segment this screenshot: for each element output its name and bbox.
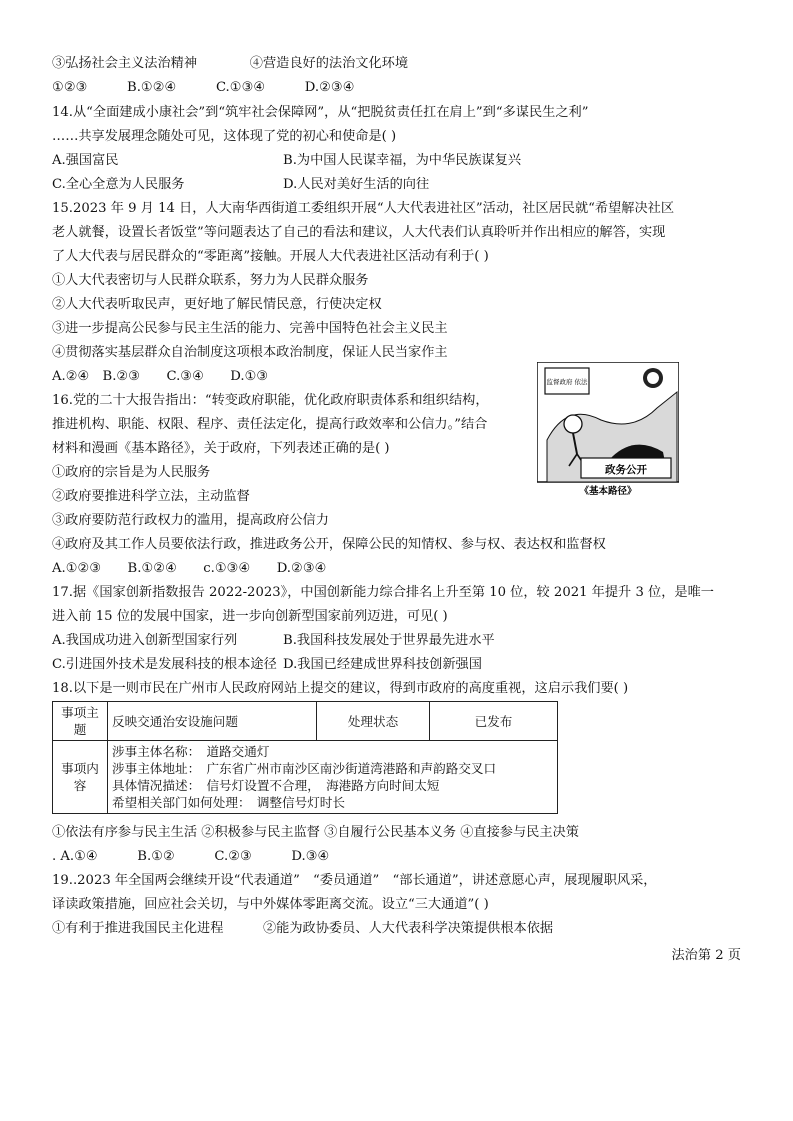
q15-options: A.②④ B.②③ C.③④ D.①③ bbox=[52, 369, 269, 384]
subject-address: 涉事主体地址： 广东省广州市南沙区南沙街道湾港路和声韵路交叉口 bbox=[112, 761, 497, 776]
q13-options: ①②③ B.①②④ C.①③④ D.②③④ bbox=[52, 80, 355, 95]
situation-description: 具体情况描述： 信号灯设置不合理， 海港路方向时间太短 bbox=[112, 778, 440, 793]
topic-label: 事项主题 bbox=[53, 702, 108, 741]
q16-statement-1: ①政府的宗旨是为人民服务 bbox=[52, 465, 211, 480]
q14-option-d: D.人民对美好生活的向往 bbox=[283, 177, 430, 192]
q17-stem-1: 17.据《国家创新指数报告 2022-2023》，中国创新能力综合排名上升至第 10 位，较 2021 年提升 3 位，是唯一 bbox=[52, 585, 714, 600]
content-label: 事项内容 bbox=[53, 741, 108, 814]
q17-option-a: A.我国成功进入创新型国家行列 bbox=[52, 633, 238, 648]
q17-option-d: D.我国已经建成世界科技创新强国 bbox=[283, 657, 482, 672]
topic-value: 反映交通治安设施问题 bbox=[108, 702, 317, 741]
table-row bbox=[53, 702, 558, 741]
figure-head-icon bbox=[564, 415, 582, 433]
q17-stem-2: 进入前 15 位的发展中国家，进一步向创新型国家前列迈进，可见( ) bbox=[52, 609, 448, 624]
page-footer: 法治第 2 页 bbox=[671, 948, 741, 963]
q19-stem-1: 19..2023 年全国两会继续开设“代表通道” “委员通道” “部长通道”，讲述意愿心声，展现履职风采， bbox=[52, 873, 657, 888]
q18-stem: 18.以下是一则市民在广州市人民政府网站上提交的建议，得到市政府的高度重视，这启示我们要( ) bbox=[52, 681, 629, 696]
q16-stem-2: 推进机构、职能、权限、程序、责任法定化，提高行政效率和公信力。”结合 bbox=[52, 417, 488, 432]
q15-stem-1: 15.2023 年 9 月 14 日，人大南华西街道工委组织开展“人大代表进社区”活动，社区居民就“希望解决社区 bbox=[52, 201, 675, 216]
status-value: 已发布 bbox=[430, 702, 558, 741]
q14-option-c: C.全心全意为人民服务 bbox=[52, 177, 185, 192]
q16-stem-1: 16.党的二十大报告指出：“转变政府职能，优化政府职责体系和组织结构， bbox=[52, 393, 489, 408]
q16-statement-4: ④政府及其工作人员要依法行政，推进政务公开，保障公民的知情权、参与权、表达权和监督权 bbox=[52, 537, 606, 552]
q16-options: A.①②③ B.①②④ c.①③④ D.②③④ bbox=[52, 561, 327, 576]
q14-option-a: A.强国富民 bbox=[52, 153, 119, 168]
q15-stem-2: 老人就餐，设置长者饭堂”等问题表达了自己的看法和建议，人大代表们认真聆听并作出相应的解答，实现 bbox=[52, 225, 666, 240]
suggestion-table bbox=[52, 701, 558, 814]
q16-statement-2: ②政府要推进科学立法，主动监督 bbox=[52, 489, 250, 504]
q15-stem-3: 了人大代表与居民群众的“零距离”接触。开展人大代表进社区活动有利于( ) bbox=[52, 249, 489, 264]
q15-statement-4: ④贯彻落实基层群众自治制度这项根本政治制度，保证人民当家作主 bbox=[52, 345, 448, 360]
status-label: 处理状态 bbox=[317, 702, 430, 741]
q18-statements: ①依法有序参与民主生活 ②积极参与民主监督 ③自履行公民基本义务 ④直接参与民主决策 bbox=[52, 825, 579, 840]
q19-stem-2: 译读政策措施，回应社会关切，与中外媒体零距离交流。设立“三大通道”( ) bbox=[52, 897, 489, 912]
q17-option-b: B.我国科技发展处于世界最先进水平 bbox=[283, 633, 495, 648]
q15-statement-1: ①人大代表密切与人民群众联系，努力为人民群众服务 bbox=[52, 273, 369, 288]
q16-stem-3: 材料和漫画《基本路径》，关于政府，下列表述正确的是( ) bbox=[52, 441, 390, 456]
q15-statement-3: ③进一步提高公民参与民主生活的能力、完善中国特色社会主义民主 bbox=[52, 321, 448, 336]
q16-statement-3: ③政府要防范行政权力的滥用，提高政府公信力 bbox=[52, 513, 329, 528]
q18-options: . A.①④ B.①② C.②③ D.③④ bbox=[52, 849, 330, 864]
speech-bubble-text: 监督政府 依法 bbox=[546, 378, 588, 386]
q19-statements: ①有利于推进我国民主化进程 ②能为政协委员、人大代表科学决策提供根本依据 bbox=[52, 921, 554, 936]
basic-path-cartoon bbox=[537, 362, 679, 498]
q14-stem-2: ……共享发展理念随处可见，这体现了党的初心和使命是( ) bbox=[52, 129, 397, 144]
q17-option-c: C.引进国外技术是发展科技的根本途径 bbox=[52, 657, 277, 672]
q15-statement-2: ②人大代表听取民声，更好地了解民情民意，行使决定权 bbox=[52, 297, 382, 312]
cartoon-caption: 《基本路径》 bbox=[579, 486, 637, 497]
sign-text: 政务公开 bbox=[605, 464, 647, 476]
q14-stem-1: 14.从“全面建成小康社会”到“筑牢社会保障网”，从“把脱贫责任扛在肩上”到“多谋民生之利” bbox=[52, 105, 589, 120]
q13-statement-3-4: ③弘扬社会主义法治精神 ④营造良好的法治文化环境 bbox=[52, 56, 409, 71]
requested-handling: 希望相关部门如何处理： 调整信号灯时长 bbox=[112, 795, 345, 810]
subject-name: 涉事主体名称： 道路交通灯 bbox=[112, 744, 270, 759]
q14-option-b: B.为中国人民谋幸福，为中华民族谋复兴 bbox=[283, 153, 522, 168]
table-row bbox=[53, 741, 558, 814]
content-details bbox=[108, 741, 558, 814]
